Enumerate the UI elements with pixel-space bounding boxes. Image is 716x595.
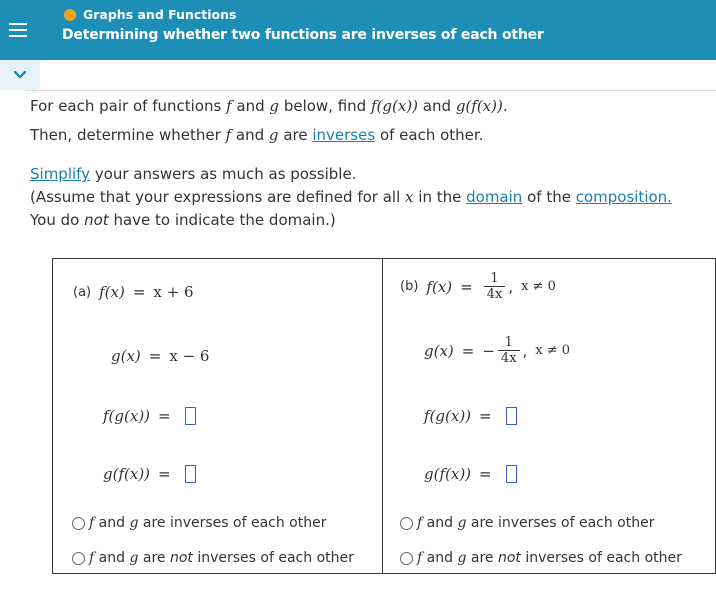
radio-button[interactable] xyxy=(72,517,85,530)
part-a-f-definition xyxy=(73,283,194,301)
chevron-down-icon xyxy=(13,70,27,80)
text: For each pair of functions xyxy=(30,97,222,115)
topic-name: Graphs and Functions xyxy=(83,7,237,22)
page-title: Determining whether two functions are inverses of each other xyxy=(62,27,544,43)
text: and xyxy=(236,97,265,115)
text: and xyxy=(426,550,453,566)
radio-button[interactable] xyxy=(400,517,413,530)
math-f: f xyxy=(89,550,95,566)
text-emphasis: not xyxy=(169,550,193,566)
text: are xyxy=(142,550,166,566)
text: are inverses of each other xyxy=(142,515,327,531)
radio-button[interactable] xyxy=(400,552,413,565)
numerator: 1 xyxy=(490,271,499,286)
text: are xyxy=(470,550,494,566)
f-expression: x + 6 xyxy=(153,283,194,301)
part-a-panel xyxy=(52,258,383,574)
text: and xyxy=(98,515,125,531)
g-of-x: g(x) xyxy=(111,347,141,365)
equals: = xyxy=(158,465,171,483)
part-a-fg-row xyxy=(103,407,196,425)
fraction xyxy=(484,271,506,302)
text: and xyxy=(426,515,453,531)
text: inverses of each other xyxy=(197,550,354,566)
math-x: x xyxy=(405,188,414,206)
g-of-f-of-x: g(f(x)) xyxy=(103,465,151,483)
part-b-option-inverse[interactable] xyxy=(400,515,654,531)
math-f-of-g: f(g(x)) xyxy=(370,97,419,115)
instruction-line-2 xyxy=(30,126,483,144)
g-condition: x ≠ 0 xyxy=(535,343,571,358)
math-g-of-f: g(f(x)). xyxy=(455,97,508,115)
answer-input-b-gf[interactable] xyxy=(506,465,517,483)
comma: , xyxy=(508,277,514,296)
text: You do xyxy=(30,211,80,229)
f-of-x: f(x) xyxy=(99,283,125,301)
math-f: f xyxy=(417,515,423,531)
topic-line xyxy=(64,7,236,22)
math-f: f xyxy=(89,515,95,531)
math-g: g xyxy=(457,550,467,566)
text: inverses of each other xyxy=(525,550,682,566)
topic-status-icon xyxy=(64,9,76,21)
part-a-g-definition xyxy=(111,347,209,365)
instruction-line-1 xyxy=(30,97,508,115)
math-g: g xyxy=(268,126,279,144)
text: are xyxy=(283,126,308,144)
text: of each other. xyxy=(379,126,484,144)
math-f: f xyxy=(225,126,232,144)
g-of-f-of-x: g(f(x)) xyxy=(424,465,472,483)
text: and xyxy=(98,550,125,566)
math-g: g xyxy=(129,515,139,531)
text: have to indicate the domain.) xyxy=(113,211,336,229)
menu-button[interactable] xyxy=(0,0,36,60)
text: in the xyxy=(418,188,462,206)
equals: = xyxy=(479,465,492,483)
instruction-line-5 xyxy=(30,211,336,229)
part-b-f-definition xyxy=(400,271,556,302)
divider xyxy=(25,90,716,91)
text: (Assume that your expressions are defined for all xyxy=(30,188,401,206)
f-of-g-of-x: f(g(x)) xyxy=(424,407,472,425)
text: and xyxy=(422,97,452,115)
text: and xyxy=(235,126,265,144)
text: your answers as much as possible. xyxy=(94,165,357,183)
math-f: f xyxy=(226,97,232,115)
g-expression: x − 6 xyxy=(169,347,210,365)
minus-sign: − xyxy=(482,341,495,360)
part-b-option-not-inverse[interactable] xyxy=(400,550,682,566)
g-of-x: g(x) xyxy=(424,341,454,360)
fraction xyxy=(498,335,520,366)
math-f: f xyxy=(417,550,423,566)
f-of-g-of-x: f(g(x)) xyxy=(103,407,151,425)
text-emphasis: not xyxy=(497,550,521,566)
math-g: g xyxy=(129,550,139,566)
answer-input-a-fg[interactable] xyxy=(185,407,196,425)
text: Then, determine whether xyxy=(30,126,221,144)
part-a-label: (a) xyxy=(73,284,92,300)
equals: = xyxy=(460,277,473,296)
collapse-toggle[interactable] xyxy=(0,60,40,90)
f-of-x: f(x) xyxy=(426,277,453,296)
f-condition: x ≠ 0 xyxy=(521,279,556,294)
math-g: g xyxy=(457,515,467,531)
equals: = xyxy=(158,407,171,425)
math-g: g xyxy=(269,97,280,115)
text: of the xyxy=(527,188,571,206)
part-b-g-definition xyxy=(424,335,570,366)
inverses-link[interactable]: inverses xyxy=(312,126,376,144)
instruction-line-4 xyxy=(30,188,672,206)
text: below, find xyxy=(283,97,367,115)
simplify-link[interactable]: Simplify xyxy=(30,165,91,183)
equals: = xyxy=(132,283,146,301)
numerator: 1 xyxy=(504,335,513,350)
part-b-fg-row xyxy=(424,407,517,425)
domain-link[interactable]: domain xyxy=(466,188,523,206)
text: are inverses of each other xyxy=(470,515,655,531)
answer-input-a-gf[interactable] xyxy=(185,465,196,483)
part-b-gf-row xyxy=(424,465,517,483)
hamburger-icon xyxy=(9,23,27,37)
part-b-label: (b) xyxy=(400,279,419,294)
radio-button[interactable] xyxy=(72,552,85,565)
text-emphasis: not xyxy=(84,211,109,229)
answer-input-b-fg[interactable] xyxy=(506,407,517,425)
equals: = xyxy=(479,407,492,425)
denominator: 4x xyxy=(498,350,520,366)
instruction-line-3 xyxy=(30,165,356,183)
part-a-gf-row xyxy=(103,465,196,483)
part-a-option-not-inverse[interactable] xyxy=(72,550,354,566)
part-b-panel xyxy=(382,258,716,574)
comma: , xyxy=(522,341,528,360)
denominator: 4x xyxy=(484,286,506,302)
equals: = xyxy=(461,341,475,360)
part-a-option-inverse[interactable] xyxy=(72,515,326,531)
equals: = xyxy=(148,347,162,365)
composition-link[interactable]: composition. xyxy=(575,188,672,206)
header-bar xyxy=(0,0,716,60)
